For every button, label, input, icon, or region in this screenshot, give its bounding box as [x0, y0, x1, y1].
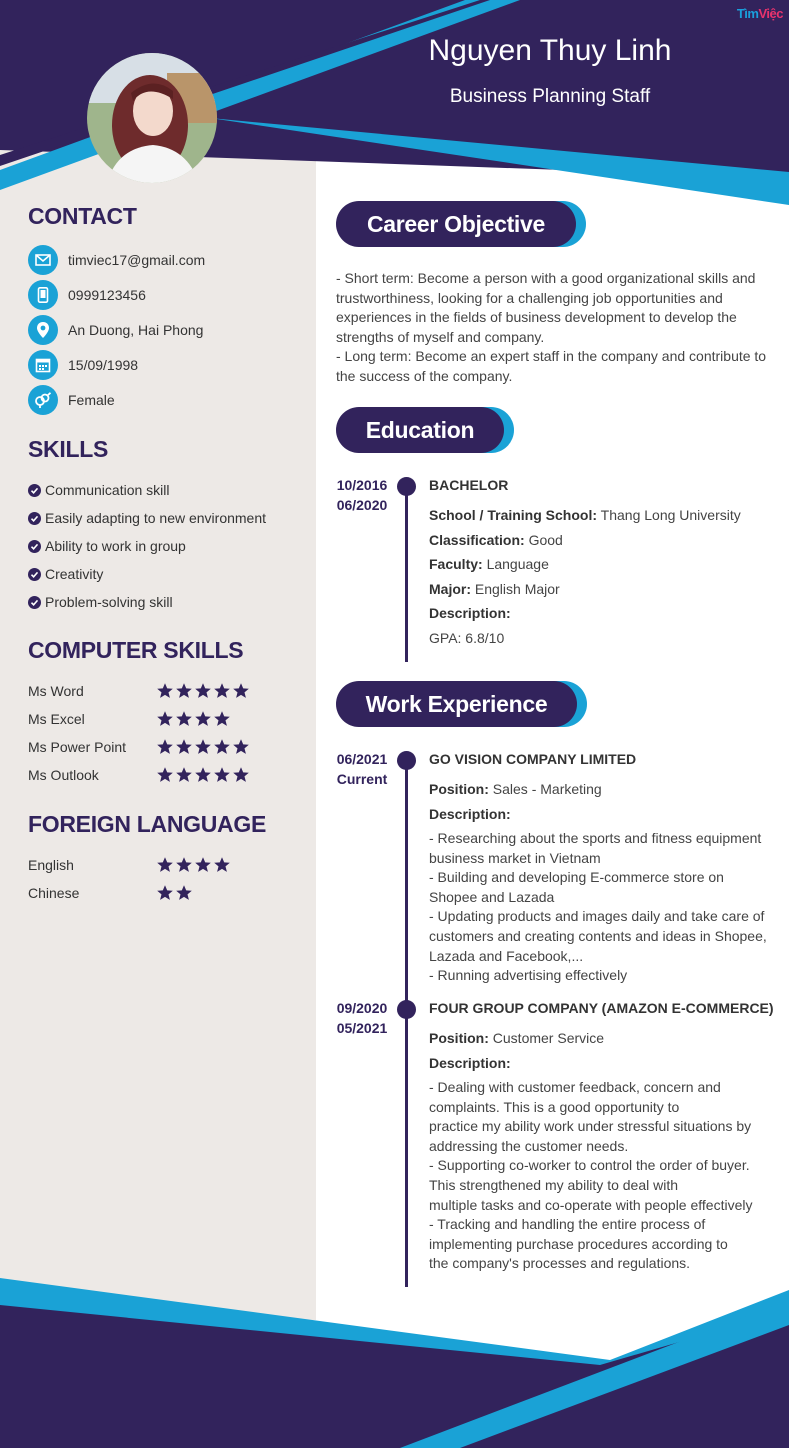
- sidebar: [28, 200, 308, 907]
- mail-icon: [28, 245, 58, 275]
- skills-title: SKILLS: [28, 436, 108, 462]
- star-icon: [232, 738, 250, 756]
- check-circle-icon: [28, 512, 41, 525]
- star-icon: [175, 710, 193, 728]
- star-icon: [156, 766, 174, 784]
- foreign-language-list: [28, 851, 308, 907]
- star-icon: [213, 710, 231, 728]
- star-rating: [156, 884, 194, 902]
- work-date: 09/2020 05/2021: [336, 1000, 388, 1036]
- skill-item: Problem-solving skill: [28, 588, 308, 616]
- skill-item: Easily adapting to new environment: [28, 504, 308, 532]
- education-date: 10/2016 06/2020: [336, 477, 388, 513]
- star-rating: [156, 856, 232, 874]
- contact-list: [28, 242, 308, 417]
- star-rating: [156, 738, 251, 756]
- rating-row: English: [28, 851, 308, 879]
- star-icon: [232, 682, 250, 700]
- star-icon: [175, 884, 193, 902]
- phone-icon: [28, 280, 58, 310]
- star-icon: [175, 682, 193, 700]
- profile-name: Nguyen Thuy Linh: [428, 34, 672, 67]
- skills-list: [28, 476, 308, 616]
- star-icon: [175, 766, 193, 784]
- star-icon: [213, 738, 231, 756]
- star-icon: [194, 856, 212, 874]
- work-entry: GO VISION COMPANY LIMITED Position: Sales - Marketing Description: - Researching about the sports and fitness equipment business market in Vietnam - Building and developing E-commerce store on Shopee and Lazada - Updating products and images daily and take care of customers and creating contents and ideas in Shopee, Lazada and Facebook,... - Running advertising effectively: [429, 751, 767, 984]
- star-rating: [156, 682, 251, 700]
- skill-item: Ability to work in group: [28, 532, 308, 560]
- timeline-dot: [397, 751, 416, 770]
- rating-row: Chinese: [28, 879, 308, 907]
- gender-icon: [28, 385, 58, 415]
- rating-row: Ms Excel: [28, 705, 308, 733]
- star-icon: [194, 738, 212, 756]
- work-entry: FOUR GROUP COMPANY (AMAZON E-COMMERCE) Position: Customer Service Description: - Dealing with customer feedback, concern and complaints. This is a good opportunity to practice my ability work under stressful situations by addressing the customer needs. - Supporting co-worker to control the order of buyer. This strengthened my ability to deal with multiple tasks and co-operate with people effectively - Tracking and handling the entire process of implementing purchase procedures according to the company's processes and regulations.: [429, 1000, 774, 1272]
- contact-address: An Duong, Hai Phong: [28, 312, 308, 347]
- star-icon: [156, 856, 174, 874]
- star-icon: [175, 856, 193, 874]
- contact-gender: Female: [28, 382, 308, 417]
- check-circle-icon: [28, 596, 41, 609]
- rating-row: Ms Power Point: [28, 733, 308, 761]
- star-rating: [156, 766, 251, 784]
- contact-email[interactable]: timviec17@gmail.com: [28, 242, 308, 277]
- career-objective-text: - Short term: Become a person with a good organizational skills and trustworthiness, looking for a challenging job opportunities and experiences in the fields of business development to develop the strengths of myself and company. - Long term: Become an expert staff in the company and contribute to the success of the company.: [336, 270, 767, 384]
- location-pin-icon: [28, 315, 58, 345]
- career-objective-heading: Career Objective: [336, 201, 586, 247]
- skill-item: Creativity: [28, 560, 308, 588]
- education-entry: BACHELOR School / Training School: Thang Long University Classification: Good Faculty: Language Major: English Major Description: GPA: 6.8/10: [429, 477, 741, 646]
- skill-item: Communication skill: [28, 476, 308, 504]
- star-icon: [194, 710, 212, 728]
- check-circle-icon: [28, 540, 41, 553]
- star-icon: [213, 682, 231, 700]
- star-icon: [213, 766, 231, 784]
- education-heading: Education: [336, 407, 514, 453]
- star-icon: [232, 766, 250, 784]
- star-icon: [156, 738, 174, 756]
- timviec-logo[interactable]: TìmViệc: [736, 6, 783, 21]
- education-timeline: [405, 480, 408, 662]
- star-icon: [194, 682, 212, 700]
- star-icon: [194, 766, 212, 784]
- profile-photo: [87, 53, 217, 183]
- check-circle-icon: [28, 568, 41, 581]
- timeline-dot: [397, 477, 416, 496]
- star-icon: [156, 682, 174, 700]
- star-icon: [213, 856, 231, 874]
- contact-birthday: 15/09/1998: [28, 347, 308, 382]
- computer-skills-title: COMPUTER SKILLS: [28, 637, 244, 663]
- star-icon: [156, 884, 174, 902]
- timeline-dot: [397, 1000, 416, 1019]
- star-icon: [156, 710, 174, 728]
- computer-skills-list: [28, 677, 308, 789]
- contact-phone[interactable]: 0999123456: [28, 277, 308, 312]
- foreign-language-title: FOREIGN LANGUAGE: [28, 811, 266, 837]
- star-rating: [156, 710, 232, 728]
- rating-row: Ms Outlook: [28, 761, 308, 789]
- profile-job-title: Business Planning Staff: [449, 86, 651, 107]
- work-timeline: [405, 754, 408, 1287]
- check-circle-icon: [28, 484, 41, 497]
- work-date: 06/2021 Current: [336, 751, 388, 787]
- calendar-icon: [28, 350, 58, 380]
- rating-row: Ms Word: [28, 677, 308, 705]
- contact-title: CONTACT: [28, 203, 137, 229]
- work-experience-heading: Work Experience: [336, 681, 587, 727]
- star-icon: [175, 738, 193, 756]
